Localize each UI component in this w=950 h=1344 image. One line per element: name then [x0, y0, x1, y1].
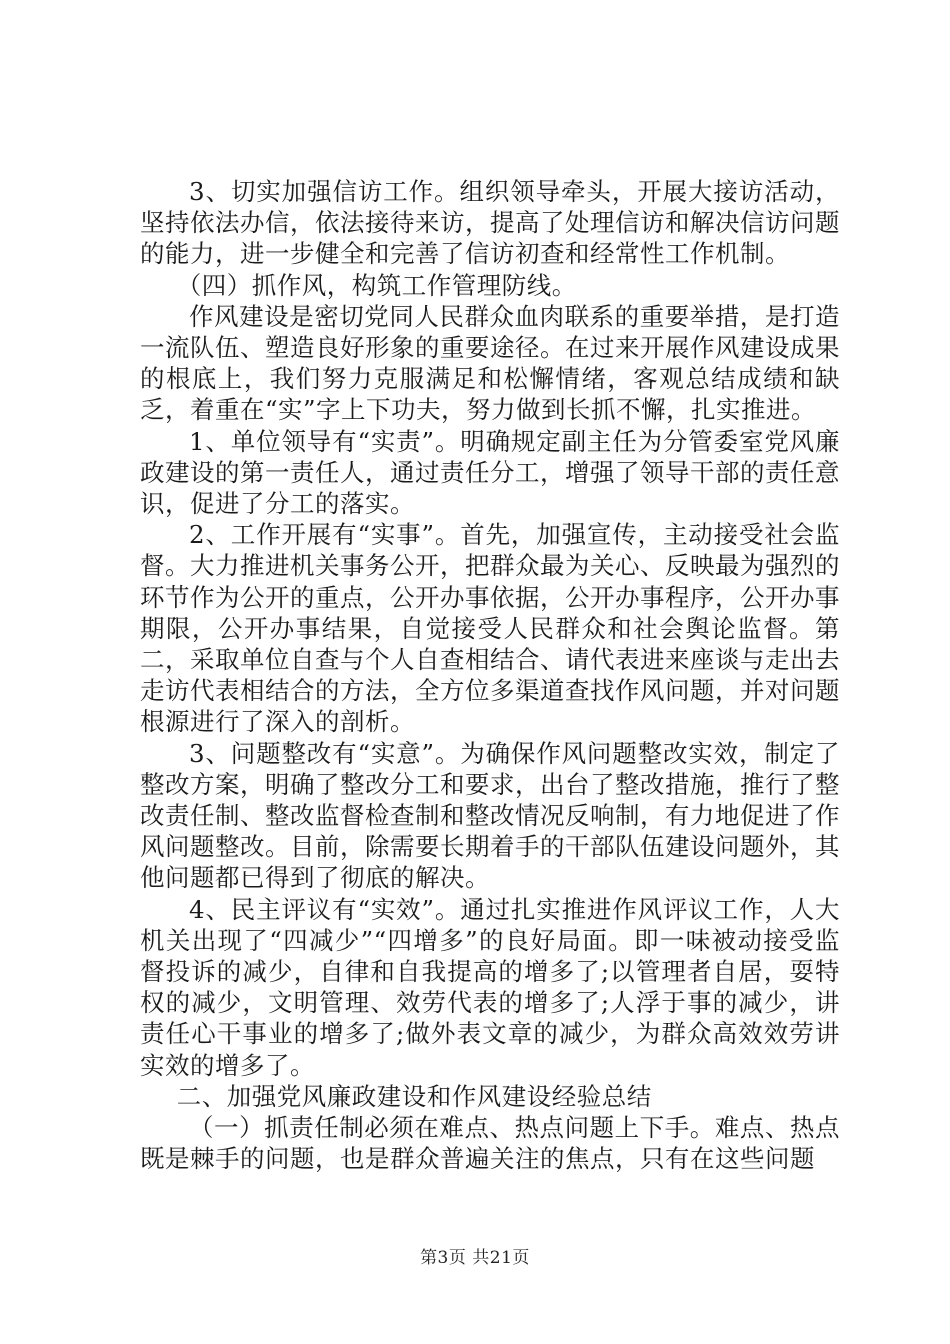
paragraph-practical-work: 2、工作开展有“实事”。首先，加强宣传，主动接受社会监督。大力推进机关事务公开，把群众最为关心、反映最为强烈的环节作为公开的重点，公开办事依据，公开办事程序，公开办事期限，公开办事结果，自觉接受人民群众和社会舆论监督。第二，采取单位自查与个人自查相结合、请代表进来座谈与走出去走访代表相结合的方法，全方位多渠道查找作风问题，并对问题根源进行了深入的剖析。	[140, 520, 840, 737]
paragraph-responsibility-system: （一）抓责任制必须在难点、热点问题上下手。难点、热点既是棘手的问题，也是群众普遍关注的焦点，只有在这些问题	[140, 1113, 840, 1174]
section-heading-work-style: （四）抓作风，构筑工作管理防线。	[176, 270, 577, 300]
paragraph-democratic-review: 4、民主评议有“实效”。通过扎实推进作风评议工作，人大机关出现了“四减少”“四增多”的良好局面。即一味被动接受监督投诉的减少，自律和自我提高的增多了;以管理者自居，耍特权的减少，文明管理、效劳代表的增多了;人浮于事的减少，讲责任心干事业的增多了;做外表文章的减少，为群众高效效劳讲实效的增多了。	[140, 894, 840, 1080]
paragraph-rectification: 3、问题整改有“实意”。为确保作风问题整改实效，制定了整改方案，明确了整改分工和要求，出台了整改措施，推行了整改责任制、整改监督检查制和整改情况反响制，有力地促进了作风问题整改。目前，除需要长期着手的干部队伍建设问题外，其他问题都已得到了彻底的解决。	[140, 738, 840, 893]
document-body	[140, 176, 840, 1175]
paragraph-work-style-intro: 作风建设是密切党同人民群众血肉联系的重要举措，是打造一流队伍、塑造良好形象的重要途径。在过来开展作风建设成果的根底上，我们努力克服满足和松懈情绪，客观总结成绩和缺乏，着重在“实”字上下功夫，努力做到长抓不懈，扎实推进。	[140, 301, 840, 425]
paragraph-petition-work: 3、切实加强信访工作。组织领导牵头，开展大接访活动，坚持依法办信，依法接待来访，提高了处理信访和解决信访问题的能力，进一步健全和完善了信访初查和经常性工作机制。	[140, 177, 840, 269]
section-heading-experience-summary: 二、加强党风廉政建设和作风建设经验总结	[176, 1081, 652, 1111]
paragraph-leadership-responsibility: 1、单位领导有“实责”。明确规定副主任为分管委室党风廉政建设的第一责任人，通过责任分工，增强了领导干部的责任意识，促进了分工的落实。	[140, 426, 840, 519]
page-number-footer: 第3页 共21页	[420, 1248, 530, 1268]
